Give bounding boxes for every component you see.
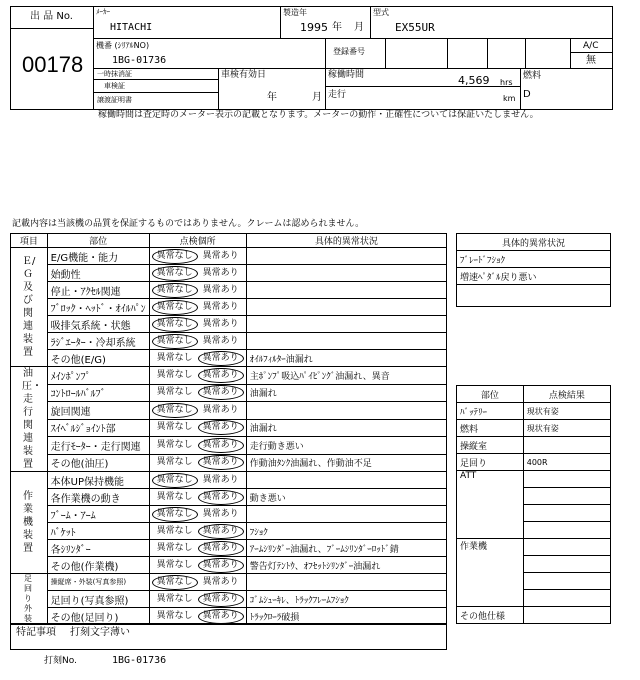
detail-text (246, 248, 446, 265)
stamp-label: 打刻No. (44, 656, 77, 666)
inspect-label: 車検有効日 (221, 70, 267, 80)
lot-label: 出 品 No. (30, 11, 73, 22)
ng-option: 異常あり (202, 284, 239, 295)
ng-option: 異常あり (202, 404, 239, 415)
group-label: 作業機装置 (23, 491, 33, 554)
group-label: Ｅ/Ｇ及び関連装置 (22, 256, 36, 358)
part-label: 各作業機の動き (47, 489, 149, 506)
ok-option: 異常なし (156, 439, 193, 450)
detail-text (246, 316, 446, 333)
detail-text: ﾄﾗｯｸﾛｰﾗ破損 (246, 608, 446, 625)
inspection-row (11, 350, 447, 367)
ok-circled: 異常なし (152, 403, 198, 418)
ng-circled: 異常あり (198, 420, 244, 435)
model-value: EX55UR (395, 21, 435, 34)
inspection-row (11, 591, 447, 608)
right-detail-row: ﾌﾞﾚｰﾄﾞﾌｼｮｸ (457, 251, 611, 268)
part-label: ﾌﾞｰﾑ・ｱｰﾑ (47, 506, 149, 523)
result-att-label: ATT (457, 471, 524, 539)
cert-temp-cancel: 一時抹消証 (97, 70, 132, 78)
ac-label: A/C (583, 41, 599, 51)
lot-number: 00178 (22, 52, 84, 77)
inspection-table (10, 233, 447, 625)
notes-value: 打刻文字薄い (70, 627, 130, 638)
ng-circled: 異常あり (198, 455, 244, 470)
result-col-part: 部位 (457, 386, 524, 403)
ok-option: 異常なし (156, 387, 193, 398)
ng-option: 異常あり (202, 250, 239, 261)
result-value: 現状有姿 (523, 403, 610, 420)
result-part: 燃料 (457, 420, 524, 437)
fuel-label: 燃料 (523, 71, 542, 81)
inspection-row (11, 557, 447, 574)
ok-option: 異常なし (156, 610, 193, 621)
inspection-row (11, 265, 447, 282)
hours-label: 稼働時間 (328, 70, 365, 80)
ok-option: 異常なし (156, 491, 193, 502)
ng-circled: 異常あり (198, 368, 244, 383)
part-label: ﾗｼﾞｴｰﾀｰ・冷却系統 (47, 333, 149, 350)
year-label: 製造年 (283, 8, 307, 17)
part-label: 始動性 (47, 265, 149, 282)
km-label: 走行 (328, 90, 347, 100)
result-work-label: 作業機 (457, 539, 524, 607)
part-label: その他(E/G) (47, 350, 149, 367)
notes-label: 特記事項 (16, 627, 56, 638)
part-label: 旋回関連 (47, 402, 149, 420)
part-label: その他(作業機) (47, 557, 149, 574)
part-label: ｽｲﾍﾞﾙｼﾞｮｲﾝﾄ部 (47, 419, 149, 437)
part-label: ｺﾝﾄﾛｰﾙﾊﾞﾙﾌﾞ (47, 384, 149, 402)
part-label: 操縦席・外装(写真参照) (47, 574, 149, 591)
part-label: 停止・ｱｸｾﾙ関連 (47, 282, 149, 299)
ok-option: 異常なし (156, 542, 193, 553)
ok-option: 異常なし (156, 457, 193, 468)
inspection-row (11, 506, 447, 523)
detail-text: 油漏れ (246, 419, 446, 437)
part-label: 吸排気系統・状態 (47, 316, 149, 333)
result-part: 足回り (457, 454, 524, 471)
part-label: E/G機能・能力 (47, 248, 149, 265)
part-label: ﾊﾞｹｯﾄ (47, 523, 149, 540)
inspection-row (11, 316, 447, 333)
group-label: 足回り外装 (24, 574, 32, 623)
detail-text (246, 282, 446, 299)
detail-text: ｺﾞﾑｼｭｰｷﾚ、ﾄﾗｯｸﾌﾚｰﾑﾌｼｮｸ (246, 591, 446, 608)
part-label: 走行ﾓｰﾀｰ・走行関連 (47, 437, 149, 455)
ng-option: 異常あり (202, 267, 239, 278)
detail-text: 作動油ﾀﾝｸ油漏れ、作動油不足 (246, 454, 446, 472)
right-detail-row: 増速ﾍﾟﾀﾞﾙ戻り悪い (457, 268, 611, 285)
result-value (523, 437, 610, 454)
detail-text (246, 574, 446, 591)
result-part: ﾊﾞｯﾃﾘｰ (457, 403, 524, 420)
col-part-header: 部位 (47, 234, 149, 248)
ac-value: 無 (586, 55, 596, 66)
ng-circled: 異常あり (198, 351, 244, 366)
ng-circled: 異常あり (198, 558, 244, 573)
model-label: 型式 (373, 8, 389, 17)
result-value: 400R (523, 454, 610, 471)
part-label: 足回り(写真参照) (47, 591, 149, 608)
detail-text: ｵｲﾙﾌｨﾙﾀｰ油漏れ (246, 350, 446, 367)
detail-text: 走行動き悪い (246, 437, 446, 455)
ok-option: 異常なし (156, 593, 193, 604)
right-detail-table (456, 233, 611, 307)
ok-option: 異常なし (156, 525, 193, 536)
ng-option: 異常あり (202, 474, 239, 485)
ng-circled: 異常あり (198, 541, 244, 556)
ng-circled: 異常あり (198, 438, 244, 453)
detail-text: 動き悪い (246, 489, 446, 506)
detail-text: 油漏れ (246, 384, 446, 402)
ok-circled: 異常なし (152, 317, 198, 332)
ng-option: 異常あり (202, 508, 239, 519)
result-col-result: 点検結果 (523, 386, 610, 403)
ok-circled: 異常なし (152, 334, 198, 349)
result-other-label: その他仕様 (457, 607, 524, 624)
inspection-row (11, 574, 447, 591)
col-item-header: 項目 (11, 234, 48, 248)
part-label: その他(足回り) (47, 608, 149, 625)
result-part: 操縦室 (457, 437, 524, 454)
disclaimer: 記載内容は当該機の品質を保証するものではありません。クレームは認められません。 (12, 219, 365, 229)
serial-label: 機番 (ｼﾘｱﾙNO) (96, 41, 150, 50)
col-check-header: 点検個所 (149, 234, 246, 248)
right-result-table (456, 385, 611, 624)
part-label: ﾒｲﾝﾎﾟﾝﾌﾟ (47, 367, 149, 385)
ok-option: 異常なし (156, 369, 193, 380)
reg-label: 登録番号 (333, 47, 365, 56)
ok-circled: 異常なし (152, 249, 198, 264)
inspection-row (11, 419, 447, 437)
ng-circled: 異常あり (198, 609, 244, 624)
ng-option: 異常あり (202, 576, 239, 587)
detail-text: ｱｰﾑｼﾘﾝﾀﾞｰ油漏れ、ﾌﾞｰﾑｼﾘﾝﾀﾞｰﾛｯﾄﾞ錆 (246, 540, 446, 557)
ng-circled: 異常あり (198, 385, 244, 400)
detail-text (246, 333, 446, 350)
part-label: 本体UP保持機能 (47, 472, 149, 489)
part-label: 各ｼﾘﾝﾀﾞｰ (47, 540, 149, 557)
inspection-row (11, 454, 447, 472)
cert-transfer: 譲渡証明書 (97, 96, 132, 104)
ok-circled: 異常なし (152, 300, 198, 315)
year-value: 1995 (300, 21, 328, 34)
group-label: 油圧・走行関連装置 (22, 368, 42, 470)
ng-circled: 異常あり (198, 524, 244, 539)
inspection-row (11, 489, 447, 506)
serial-value: 1BG-01736 (112, 55, 167, 66)
ok-circled: 異常なし (152, 507, 198, 522)
inspection-row (11, 367, 447, 385)
ok-option: 異常なし (156, 422, 193, 433)
inspection-row (11, 402, 447, 420)
part-label: その他(油圧) (47, 454, 149, 472)
detail-text (246, 472, 446, 489)
detail-text: 警告灯ﾃﾝﾄｳ、ｵﾌｾｯﾄｼﾘﾝﾀﾞｰ油漏れ (246, 557, 446, 574)
maker-value: HITACHI (110, 22, 153, 33)
col-detail-header: 具体的異常状況 (246, 234, 446, 248)
inspection-row (11, 608, 447, 625)
inspection-row (11, 523, 447, 540)
detail-text (246, 402, 446, 420)
ng-option: 異常あり (202, 301, 239, 312)
inspection-row (11, 437, 447, 455)
result-value: 現状有姿 (523, 420, 610, 437)
inspection-row (11, 248, 447, 265)
inspection-row (11, 472, 447, 489)
detail-text: 主ﾎﾟﾝﾌﾟ吸込ﾊﾟｲﾋﾟﾝｸﾞ油漏れ、異音 (246, 367, 446, 385)
fuel-value: D (523, 89, 531, 100)
cert-inspection: 車検証 (104, 82, 125, 90)
ok-circled: 異常なし (152, 283, 198, 298)
ok-circled: 異常なし (152, 575, 198, 590)
hours-note: 稼働時間は査定時のメーター表示の記載となります。メーターの動作・正確性については保証いたしません。 (98, 110, 539, 120)
ng-option: 異常あり (202, 318, 239, 329)
ok-circled: 異常なし (152, 266, 198, 281)
inspection-row (11, 384, 447, 402)
ok-option: 異常なし (156, 352, 193, 363)
detail-text: ﾌｼｮｸ (246, 523, 446, 540)
part-label: ﾌﾞﾛｯｸ・ﾍｯﾄﾞ・ｵｲﾙﾊﾟﾝ (47, 299, 149, 316)
inspection-row (11, 333, 447, 350)
hours-value: 4,569 (458, 74, 490, 87)
detail-text (246, 506, 446, 523)
ng-circled: 異常あり (198, 490, 244, 505)
inspection-row (11, 282, 447, 299)
detail-text (246, 265, 446, 282)
inspection-row (11, 540, 447, 557)
inspection-row (11, 299, 447, 316)
ng-circled: 異常あり (198, 592, 244, 607)
maker-label: ﾒｰｶｰ (96, 8, 110, 16)
detail-text (246, 299, 446, 316)
ok-circled: 異常なし (152, 473, 198, 488)
ng-option: 異常あり (202, 335, 239, 346)
right-detail-row (457, 285, 611, 307)
stamp-value: 1BG-01736 (112, 655, 167, 666)
right-detail-header: 具体的異常状況 (457, 234, 611, 251)
ok-option: 異常なし (156, 559, 193, 570)
